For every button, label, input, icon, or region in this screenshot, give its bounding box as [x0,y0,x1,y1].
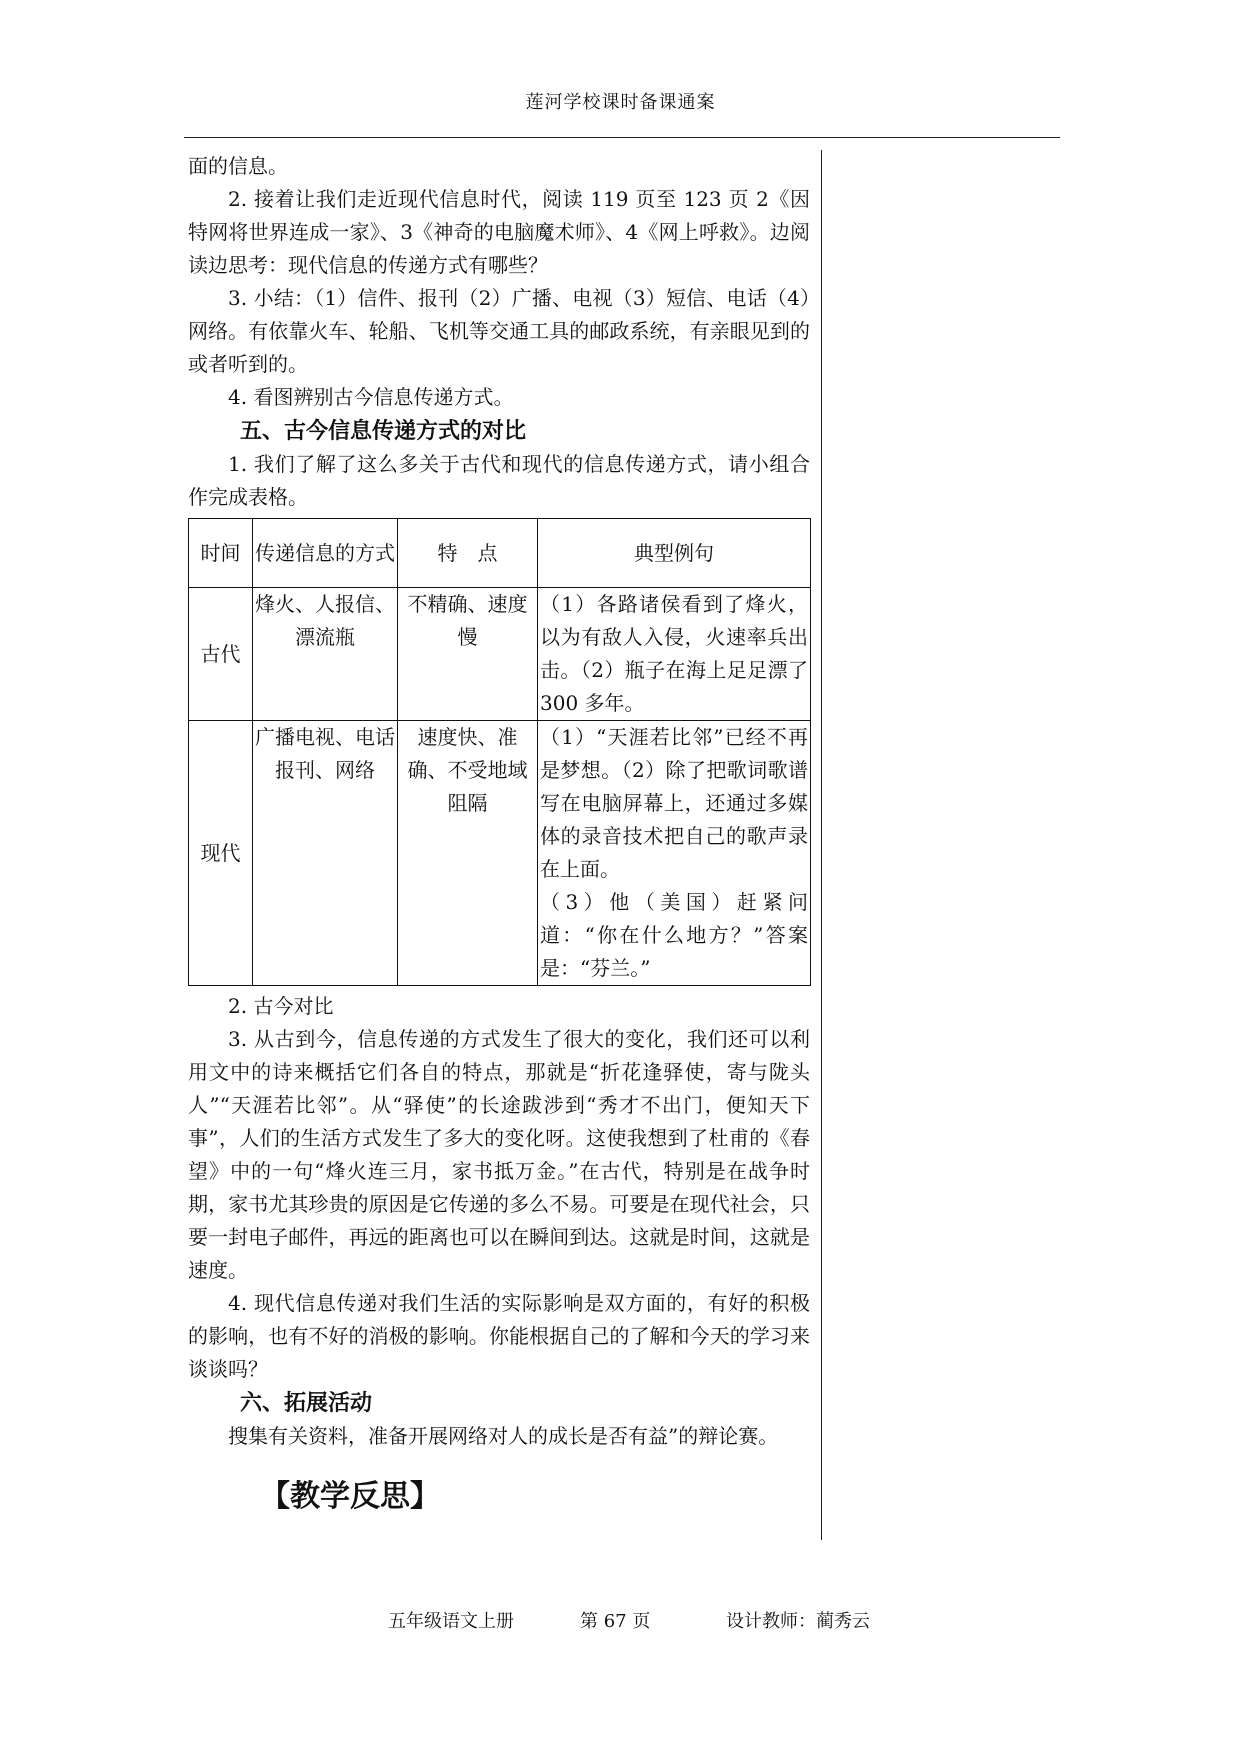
table-cell-time: 古代 [189,588,253,721]
comparison-table [188,518,811,986]
table-row [189,588,811,721]
lesson-content [188,150,810,1519]
paragraph: 3. 小结：（1）信件、报刊（2）广播、电视（3）短信、电话（4）网络。有依靠火车、轮船、飞机等交通工具的邮政系统，有亲眼见到的或者听到的。 [188,286,810,376]
paragraph: 2. 接着让我们走近现代信息时代，阅读 119 页至 123 页 2《因特网将世界连成一家》、3《神奇的电脑魔术师》、4《网上呼救》。边阅读边思考：现代信息的传递方式有哪些？ [188,187,810,277]
paragraph: 4. 现代信息传递对我们生活的实际影响是双方面的，有好的积极的影响，也有不好的消极的影响。你能根据自己的了解和今天的学习来谈谈吗？ [188,1291,810,1381]
paragraph: 面的信息。 [188,154,288,178]
table-header-row [189,519,811,588]
table-row [189,721,811,986]
table-cell-method: 烽火、人报信、漂流瓶 [253,588,398,721]
table-header-cell: 特 点 [398,519,538,588]
section-heading: 五、古今信息传递方式的对比 [240,418,527,444]
example-text: （1）“天涯若比邻”已经不再是梦想。（2）除了把歌词歌谱写在电脑屏幕上，还通过多媒体的录音技术把自己的歌声录在上面。 [540,725,808,881]
table-cell-feature: 不精确、速度慢 [398,588,538,721]
table-header-cell: 时间 [189,519,253,588]
footer-grade-subject: 五年级语文上册 [388,1611,514,1632]
example-text: （3）他（美国）赶紧问道：“你在什么地方？”答案是：“芬兰。” [540,890,808,980]
section-heading: 六、拓展活动 [240,1390,373,1416]
column-divider [821,150,822,1540]
header-rule [184,137,1060,138]
header-title: 莲河学校课时备课通案 [525,92,716,113]
paragraph: 2. 古今对比 [228,994,334,1018]
paragraph: 1. 我们了解了这么多关于古代和现代的信息传递方式，请小组合作完成表格。 [188,452,810,509]
reflection-heading: 【教学反思】 [260,1479,440,1514]
paragraph: 4. 看图辨别古今信息传递方式。 [228,385,514,409]
table-cell-time: 现代 [189,721,253,986]
table-header-cell: 传递信息的方式 [253,519,398,588]
table-cell-example: （1）各路诸侯看到了烽火，以为有敌人入侵，火速率兵出击。（2）瓶子在海上足足漂了 300 多年。 [538,588,811,721]
paragraph: 搜集有关资料，准备开展网络对人的成长是否有益”的辩论赛。 [228,1424,779,1448]
table-header-cell: 典型例句 [538,519,811,588]
table-cell-example [538,721,811,986]
paragraph: 3. 从古到今，信息传递的方式发生了很大的变化，我们还可以利用文中的诗来概括它们各自的特点，那就是“折花逢驿使，寄与陇头人”“天涯若比邻”。从“驿使”的长途跋涉到“秀才不出门，便知天下事”，人们的生活方式发生了多大的变化呀。这使我想到了杜甫的《春望》中的一句“烽火连三月，家书抵万金。”在古代，特别是在战争时期，家书尤其珍贵的原因是它传递的多么不易。可要是在现代社会，只要一封电子邮件，再远的距离也可以在瞬间到达。这就是时间，这就是速度。 [188,1027,810,1282]
table-cell-feature: 速度快、准确、不受地域阻隔 [398,721,538,986]
footer-page-number: 第 67 页 [580,1611,651,1632]
table-cell-method: 广播电视、电话报刊、网络 [253,721,398,986]
footer-designer: 设计教师：蔺秀云 [726,1611,870,1632]
